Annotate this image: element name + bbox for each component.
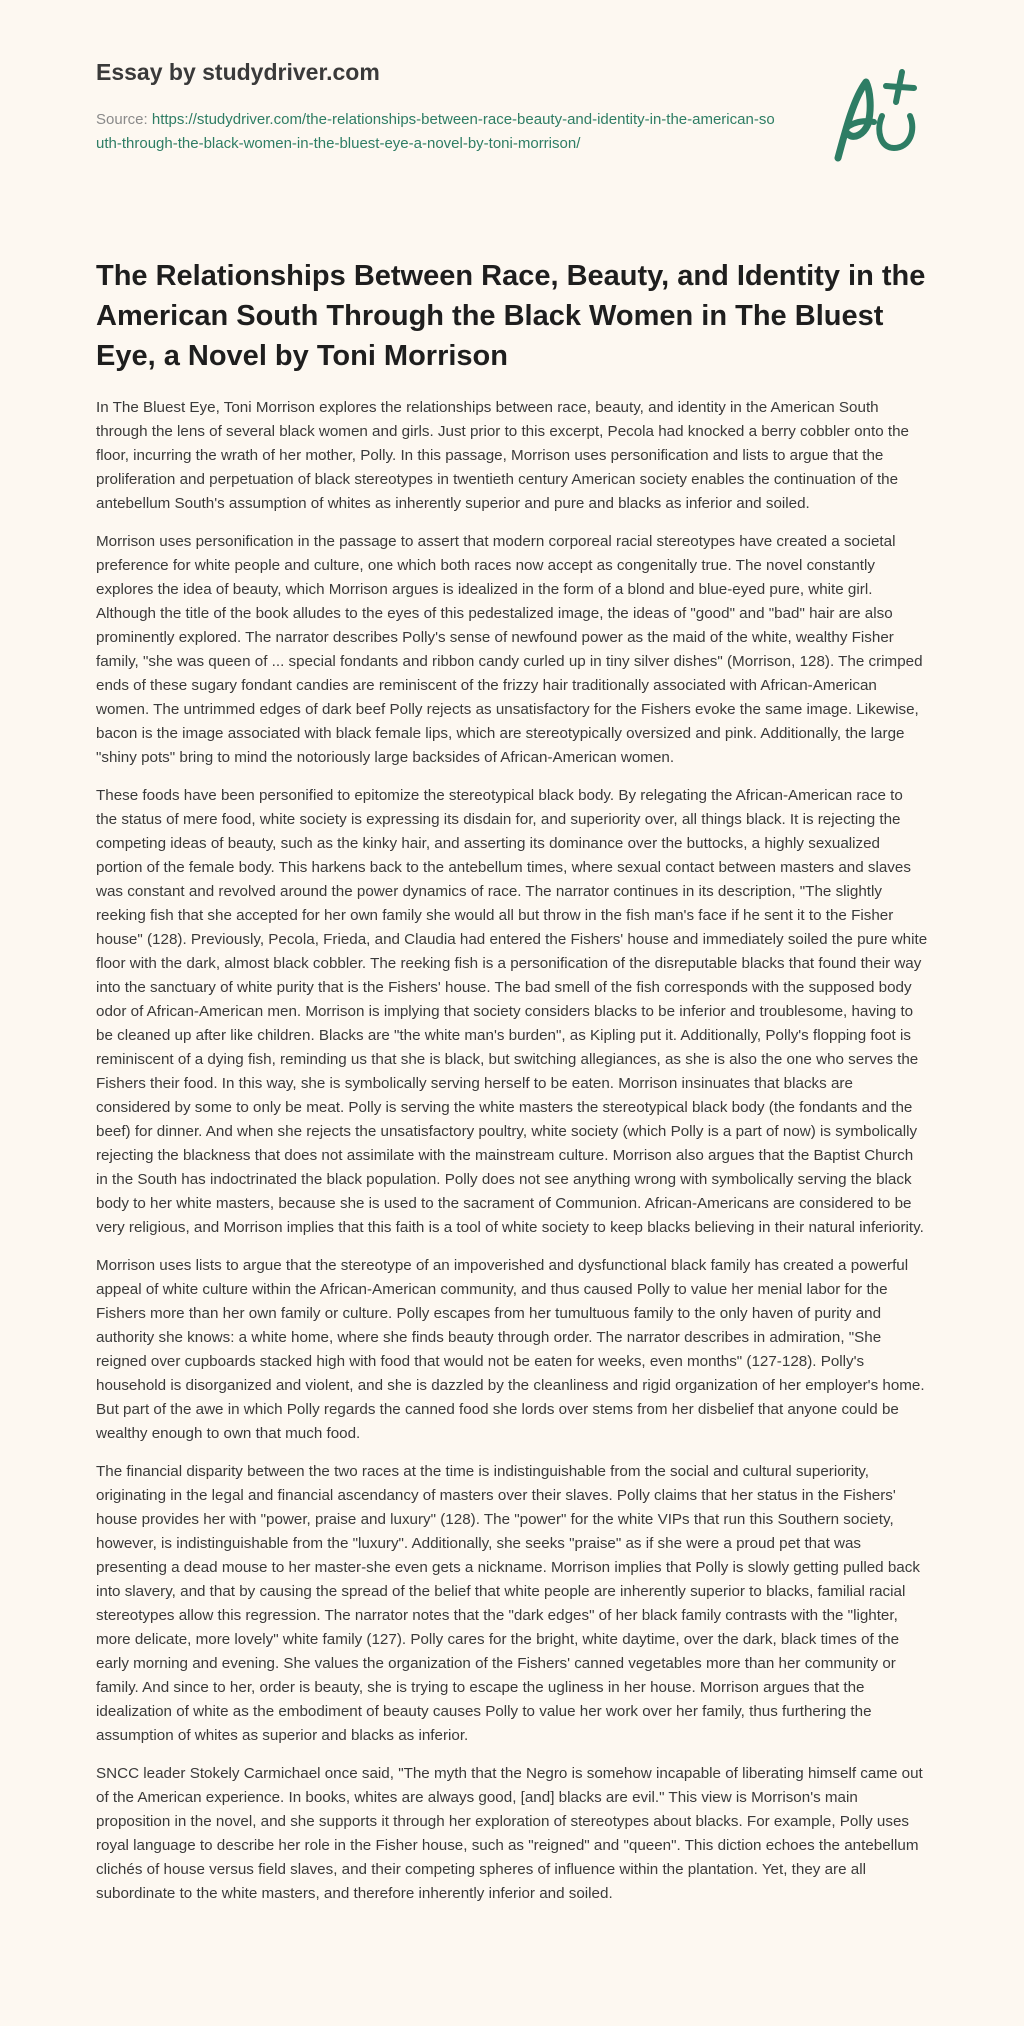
logo-circle-stroke [879, 116, 912, 148]
source-link[interactable]: https://studydriver.com/the-relationships-between-race-beauty-and-identity-in-the-american-south-through-the-black-women-in-the-bluest-eye-a-novel-by-toni-morrison/ [96, 111, 775, 152]
source-label: Source: [96, 111, 148, 128]
essay-paragraph: SNCC leader Stokely Carmichael once said, "The myth that the Negro is somehow incapable of liberating himself came out of the American experience. In books, whites are always good, [and] blacks are evil." This view is Morrison's main proposition in the novel, and she supports it through her exploration of stereotypes about blacks. For example, Polly uses royal language to describe her role in the Fisher house, such as "reigned" and "queen". This diction echoes the antebellum clichés of house versus field slaves, and their competing spheres of influence within the plantation. Yet, they are all subordinate to the white masters, and therefore inherently inferior and soiled. [96, 1765, 923, 1902]
essay-title: The Relationships Between Race, Beauty, and Identity in the American South Through the Black Women in The Bluest Eye, a Novel by Toni Morrison [96, 260, 926, 372]
essay-paragraph: In The Bluest Eye, Toni Morrison explores the relationships between race, beauty, and identity in the American South through the lens of several black women and girls. Just prior to this excerpt, Pecola had knocked a berry cobbler onto the floor, incurring the wrath of her mother, Polly. In this passage, Morrison uses personification and lists to argue that the proliferation and perpetuation of black stereotypes in twentieth century American society enables the continuation of the antebellum South's assumption of whites as inherently superior and pure and blacks as inferior and soiled. [96, 399, 909, 512]
essay-paragraph: Morrison uses lists to argue that the stereotype of an impoverished and dysfunctional black family has created a powerful appeal of white culture within the African-American community, and thus caused Polly to value her menial labor for the Fishers more than her own family or culture. Polly escapes from her tumultuous family to the only haven of purity and authority she knows: a white home, where she finds beauty through order. The narrator describes in admiration, "She reigned over cupboards stacked high with food that would not be eaten for weeks, even months" (127-128). Polly's household is disorganized and violent, and she is dazzled by the cleanliness and rigid organization of her employer's home. But part of the awe in which Polly regards the canned food she lords over stems from her disbelief that anyone could be wealthy enough to own that much food. [96, 1257, 925, 1442]
site-title: Essay by studydriver.com [96, 59, 380, 85]
source-line [96, 108, 776, 156]
a-plus-grade-icon [824, 68, 924, 168]
essay-paragraph: These foods have been personified to epitomize the stereotypical black body. By relegating the African-American race to the status of mere food, white society is expressing its disdain for, and superiority over, all things black. It is rejecting the competing ideas of beauty, such as the kinky hair, and asserting its dominance over the buttocks, a highly sexualized portion of the female body. This harkens back to the antebellum times, where sexual contact between masters and slaves was constant and revolved around the power dynamics of race. The narrator continues in its description, "The slightly reeking fish that she accepted for her own family she would all but throw in the fish man's face if he sent it to the Fisher house" (128). Previously, Pecola, Frieda, and Claudia had entered the Fishers' house and immediately soiled the pure white floor with the dark, almost black cobbler. The reeking fish is a personification of the disreputable blacks that found their way into the sanctuary of white purity that is the Fishers' house. The bad smell of the fish corresponds with the supposed body odor of African-American men. Morrison is implying that society considers blacks to be inferior and troublesome, having to be cleaned up after like children. Blacks are "the white man's burden", as Kipling put it. Additionally, Polly's flopping foot is reminiscent of a dying fish, reminding us that she is black, but switching allegiances, as she is also the one who serves the Fishers their food. In this way, she is symbolically serving herself to be eaten. Morrison insinuates that blacks are considered by some to only be meat. Polly is serving the white masters the stereotypical black body (the fondants and the beef) for dinner. And when she rejects the unsatisfactory poultry, white society (which Polly is a part of now) is symbolically rejecting the blackness that does not assimilate with the mainstream culture. Morrison also argues that the Baptist Church in the South has indoctrinated the black population. Polly does not see anything wrong with symbolically serving the black body to her white masters, because she is used to the sacrament of Communion. African-Americans are considered to be very religious, and Morrison implies that this faith is a tool of white society to keep blacks believing in their natural inferiority. [96, 787, 928, 1236]
essay-body [96, 396, 928, 1906]
page [96, 0, 928, 1920]
logo-plus-horizontal [886, 86, 914, 88]
essay-paragraph: The financial disparity between the two races at the time is indistinguishable from the social and cultural superiority, originating in the legal and financial ascendancy of masters over their slaves. Polly claims that her status in the Fishers' house provides her with "power, praise and luxury" (128). The "power" for the white VIPs that run this Southern society, however, is indistinguishable from the "luxury". Additionally, she seeks "praise" as if she were a proud pet that was presenting a dead mouse to her master-she even gets a nickname. Morrison implies that Polly is slowly getting pulled back into slavery, and that by causing the spread of the belief that white people are inherently superior to blacks, familial racial stereotypes allow this regression. The narrator notes that the "dark edges" of her black family contrasts with the "lighter, more delicate, more lovely" white family (127). Polly cares for the bright, white daytime, over the dark, black times of the early morning and evening. She values the organization of the Fishers' canned vegetables more than her community or family. And since to her, order is beauty, she is trying to escape the ugliness in her house. Morrison argues that the idealization of white as the embodiment of beauty causes Polly to value her work over her family, thus furthering the assumption of whites as superior and blacks as inferior. [96, 1463, 920, 1744]
essay-paragraph: Morrison uses personification in the passage to assert that modern corporeal racial stereotypes have created a societal preference for white people and culture, one which both races now accept as congenitally true. The novel constantly explores the idea of beauty, which Morrison argues is idealized in the form of a blond and blue-eyed pure, white girl. Although the title of the book alludes to the eyes of this pedestalized image, the ideas of "good" and "bad" hair are also prominently explored. The narrator describes Polly's sense of newfound power as the maid of the white, wealthy Fisher family, "she was queen of ... special fondants and ribbon candy curled up in tiny silver dishes" (Morrison, 128). The crimped ends of these sugary fondant candies are reminiscent of the frizzy hair traditionally associated with African-American women. The untrimmed edges of dark beef Polly rejects as unsatisfactory for the Fishers evoke the same image. Likewise, bacon is the image associated with black female lips, which are stereotypically oversized and pink. Additionally, the large "shiny pots" bring to mind the notoriously large backsides of African-American women. [96, 533, 923, 766]
header [96, 0, 928, 230]
